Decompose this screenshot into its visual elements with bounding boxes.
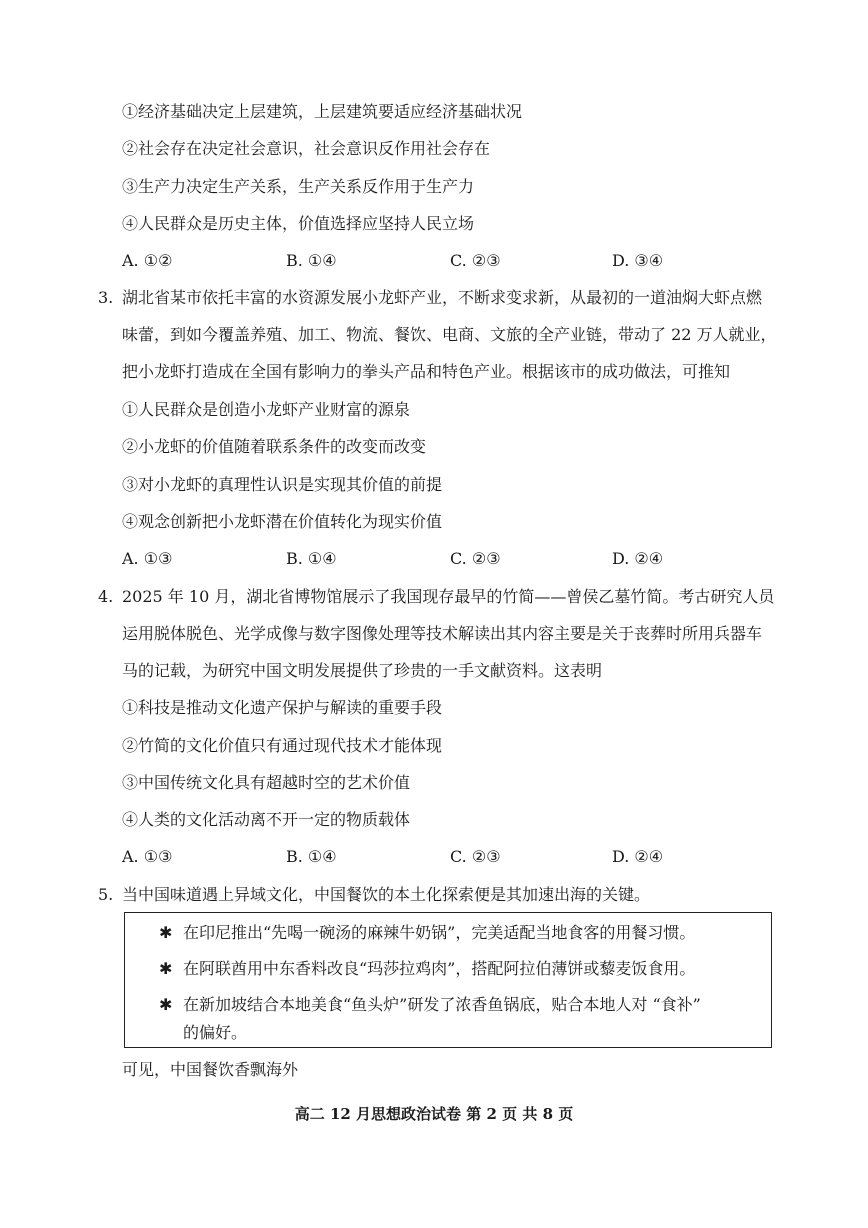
q3-stem-line-1: 湖北省某市依托丰富的水资源发展小龙虾产业，不断求变求新，从最初的一道油焖大虾点燃 xyxy=(122,288,763,307)
q3-item-1: ①人民群众是创造小龙虾产业财富的源泉 xyxy=(122,400,411,419)
asterisk-icon: ✱ xyxy=(159,923,173,942)
q3-options xyxy=(122,548,682,570)
q5-bullet-1-text: 在印尼推出“先喝一碗汤的麻辣牛奶锅”，完美适配当地食客的用餐习惯。 xyxy=(183,923,696,942)
q4-option-d[interactable]: D. ②④ xyxy=(612,847,664,866)
q2-item-2: ②社会存在决定社会意识，社会意识反作用社会存在 xyxy=(122,139,491,158)
q3-stem-line-3: 把小龙虾打造成在全国有影响力的拳头产品和特色产业。根据该市的成功做法，可推知 xyxy=(122,362,731,381)
q5-bullet-3-continuation: 的偏好。 xyxy=(183,1023,248,1042)
q3-item-4: ④观念创新把小龙虾潜在价值转化为现实价值 xyxy=(122,512,443,531)
q4-item-2: ②竹简的文化价值只有通过现代技术才能体现 xyxy=(122,736,443,755)
q5-material-box xyxy=(124,912,772,1048)
q5-stem: 当中国味道遇上异域文化，中国餐饮的本土化探索便是其加速出海的关键。 xyxy=(122,885,651,904)
q4-options xyxy=(122,846,682,868)
q4-item-1: ①科技是推动文化遗产保护与解读的重要手段 xyxy=(122,698,443,717)
q2-option-a[interactable]: A. ①② xyxy=(122,251,173,270)
q2-item-3: ③生产力决定生产关系，生产关系反作用于生产力 xyxy=(122,177,475,196)
q4-item-3: ③中国传统文化具有超越时空的艺术价值 xyxy=(122,773,411,792)
q4-stem-line-3: 马的记载，为研究中国文明发展提供了珍贵的一手文献资料。这表明 xyxy=(122,661,603,680)
q3-option-d[interactable]: D. ②④ xyxy=(612,549,664,568)
page-footer: 高二 12 月思想政治试卷 第 2 页 共 8 页 xyxy=(294,1105,574,1123)
asterisk-icon: ✱ xyxy=(159,995,173,1014)
q4-stem-line-2: 运用脱体脱色、光学成像与数字图像处理等技术解读出其内容主要是关于丧葬时所用兵器车 xyxy=(122,624,763,643)
asterisk-icon: ✱ xyxy=(159,959,173,978)
q4-item-4: ④人类的文化活动离不开一定的物质载体 xyxy=(122,810,411,829)
q4-stem-line-1: 2025 年 10 月，湖北省博物馆展示了我国现存最早的竹简——曾侯乙墓竹简。考古研究人员 xyxy=(122,587,775,606)
q5-number: 5. xyxy=(98,885,114,904)
q5-bullet-1 xyxy=(159,923,695,943)
q4-option-b[interactable]: B. ①④ xyxy=(286,847,337,866)
q2-option-c[interactable]: C. ②③ xyxy=(450,251,501,270)
q2-option-d[interactable]: D. ③④ xyxy=(612,251,664,270)
q3-option-a[interactable]: A. ①③ xyxy=(122,549,173,568)
q3-option-c[interactable]: C. ②③ xyxy=(450,549,501,568)
q5-bullet-2-text: 在阿联酋用中东香料改良“玛莎拉鸡肉”，搭配阿拉伯薄饼或藜麦饭食用。 xyxy=(183,959,696,978)
q5-bullet-2 xyxy=(159,959,695,979)
q2-option-b[interactable]: B. ①④ xyxy=(286,251,337,270)
q4-number: 4. xyxy=(98,587,114,606)
q5-bullet-3 xyxy=(159,995,701,1015)
q3-stem-line-2: 味蕾，到如今覆盖养殖、加工、物流、餐饮、电商、文旅的全产业链，带动了 22 万人就业， xyxy=(122,325,777,344)
q2-item-4: ④人民群众是历史主体，价值选择应坚持人民立场 xyxy=(122,214,475,233)
q4-option-a[interactable]: A. ①③ xyxy=(122,847,173,866)
q3-item-3: ③对小龙虾的真理性认识是实现其价值的前提 xyxy=(122,475,443,494)
q2-item-1: ①经济基础决定上层建筑，上层建筑要适应经济基础状况 xyxy=(122,102,523,121)
q4-option-c[interactable]: C. ②③ xyxy=(450,847,501,866)
q3-option-b[interactable]: B. ①④ xyxy=(286,549,337,568)
q3-number: 3. xyxy=(98,288,114,307)
q3-item-2: ②小龙虾的价值随着联系条件的改变而改变 xyxy=(122,437,427,456)
q5-tail: 可见，中国餐饮香飘海外 xyxy=(122,1060,299,1079)
q5-bullet-3-text: 在新加坡结合本地美食“鱼头炉”研发了浓香鱼锅底，贴合本地人对 “食补” xyxy=(183,995,701,1014)
q2-options xyxy=(122,250,682,272)
